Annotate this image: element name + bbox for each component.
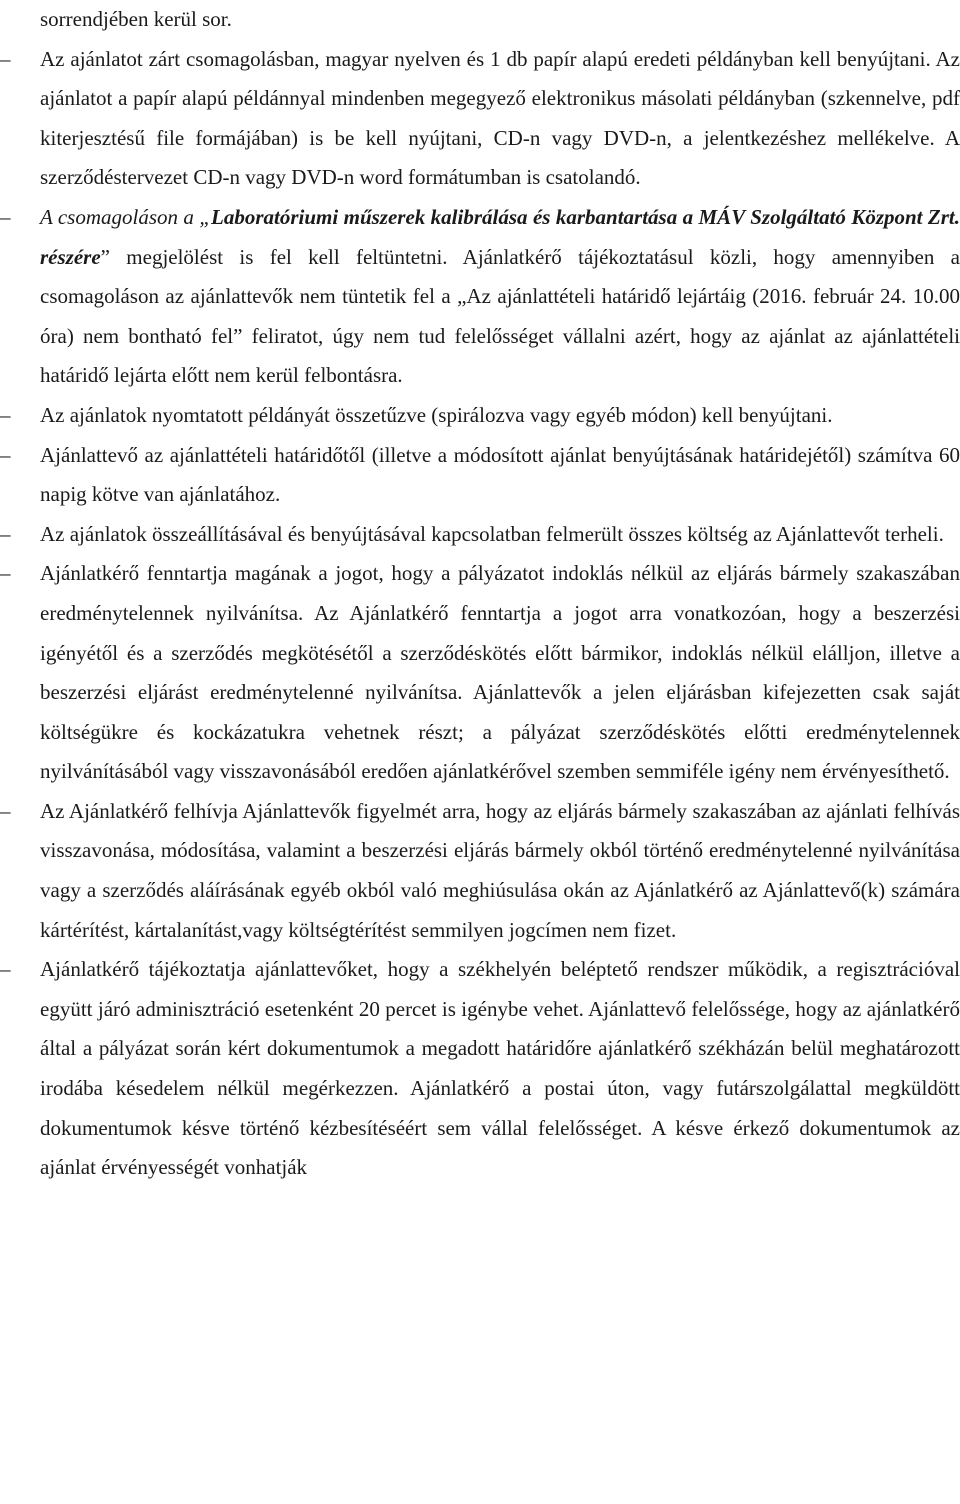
dash-bullet: –	[0, 957, 11, 982]
list-item	[0, 515, 960, 555]
dash-bullet: –	[0, 521, 11, 546]
project-title-emphasis: Laboratóriumi műszerek kalibrálása és karbantartása a MÁV Szolgáltató Központ Zrt. részére	[40, 204, 960, 269]
list-item-text: Ajánlatkérő tájékoztatja ajánlattevőket, hogy a székhelyén beléptető rendszer működik, a regisztrációval együtt járó adminisztráció esetenként 20 percet is igénybe vehet. Ajánlattevő felelőssége, hogy az ajánlatkérő által a pályázat során kért dokumentumok a megadott határidőre ajánlatkérő székházán belül meghatározott irodába késedelem nélkül megérkezzen. Ajánlatkérő a postai úton, vagy futárszolgálattal megküldött dokumentumok késve történő kézbesítéséért sem vállal felelősséget. A késve érkező dokumentumok az ajánlat érvényességét vonhatják	[40, 957, 960, 1180]
lead-paragraph: sorrendjében kerül sor.	[40, 7, 232, 31]
list-item-text: Az Ajánlatkérő felhívja Ajánlattevők figyelmét arra, hogy az eljárás bármely szakaszában az ajánlati felhívás visszavonása, módosítása, valamint a beszerzési eljárás bármely okból történő eredménytelenné nyilvánítása vagy a szerződés aláírásának egyéb okból való meghiúsulása okán az Ajánlatkérő az Ajánlattevő(k) számára kártérítést, kártalanítást,vagy költségtérítést semmilyen jogcímen nem fizet.	[40, 798, 960, 942]
list-item	[0, 950, 960, 1188]
dash-bullet: –	[0, 204, 11, 229]
list-item-text: Az ajánlatok nyomtatott példányát összetűzve (spirálozva vagy egyéb módon) kell benyújtani.	[40, 402, 833, 427]
list-item	[0, 198, 960, 396]
list-item-text: Ajánlatkérő fenntartja magának a jogot, hogy a pályázatot indoklás nélkül az eljárás bármely szakaszában eredménytelennek nyilvánítsa. Az Ajánlatkérő fenntartja a jogot arra vonatkozóan, hogy a beszerzési igényétől és a szerződés megkötésétől a szerződéskötés előtt bármikor, indoklás nélkül elálljon, illetve a beszerzési eljárást eredménytelenné nyilvánítsa. Ajánlattevők a jelen eljárásban kifejezetten csak saját költségükre és kockázatukra vehetnek részt; a pályázat szerződéskötés előtti eredménytelennek nyilvánításából vagy visszavonásából eredően ajánlatkérővel szemben semmiféle igény nem érvényesíthető.	[40, 561, 960, 784]
list-item-text: Az ajánlatot zárt csomagolásban, magyar nyelven és 1 db papír alapú eredeti példányban kell benyújtani. Az ajánlatot a papír alapú példánnyal mindenben megegyező elektronikus másolati példányban (szkennelve, pdf kiterjesztésű file formájában) is be kell nyújtani, CD-n vagy DVD-n, a jelentkezéshez mellékelve. A szerződéstervezet CD-n vagy DVD-n word formátumban is csatolandó.	[40, 46, 960, 190]
dash-bullet: –	[0, 442, 11, 467]
list-item-text: Ajánlattevő az ajánlattételi határidőtől (illetve a módosított ajánlat benyújtásának határidejétől) számítva 60 napig kötve van ajánlatához.	[40, 442, 960, 507]
dash-bullet: –	[0, 46, 11, 71]
list-item	[0, 40, 960, 198]
list-item	[0, 436, 960, 515]
list-item-text-pre: A csomagoláson a „	[40, 204, 212, 229]
list-item-text: Az ajánlatok összeállításával és benyújtásával kapcsolatban felmerült összes költség az Ajánlattevőt terheli.	[40, 521, 944, 546]
dash-bullet: –	[0, 798, 11, 823]
list-item	[0, 554, 960, 792]
dash-bullet: –	[0, 402, 11, 427]
list-item	[0, 396, 960, 436]
list-item-text-post: ” megjelölést is fel kell feltüntetni. Ajánlatkérő tájékoztatásul közli, hogy amennyiben a csomagoláson az ajánlattevők nem tüntetik fel a „Az ajánlattételi határidő lejártáig (2016. február 24. 10.00 óra) nem bontható fel” feliratot, úgy nem tud felelősséget vállalni azért, hogy az ajánlat az ajánlattételi határidő lejárta előtt nem kerül felbontásra.	[40, 244, 960, 388]
dash-bullet: –	[0, 561, 11, 586]
list-item	[0, 792, 960, 950]
